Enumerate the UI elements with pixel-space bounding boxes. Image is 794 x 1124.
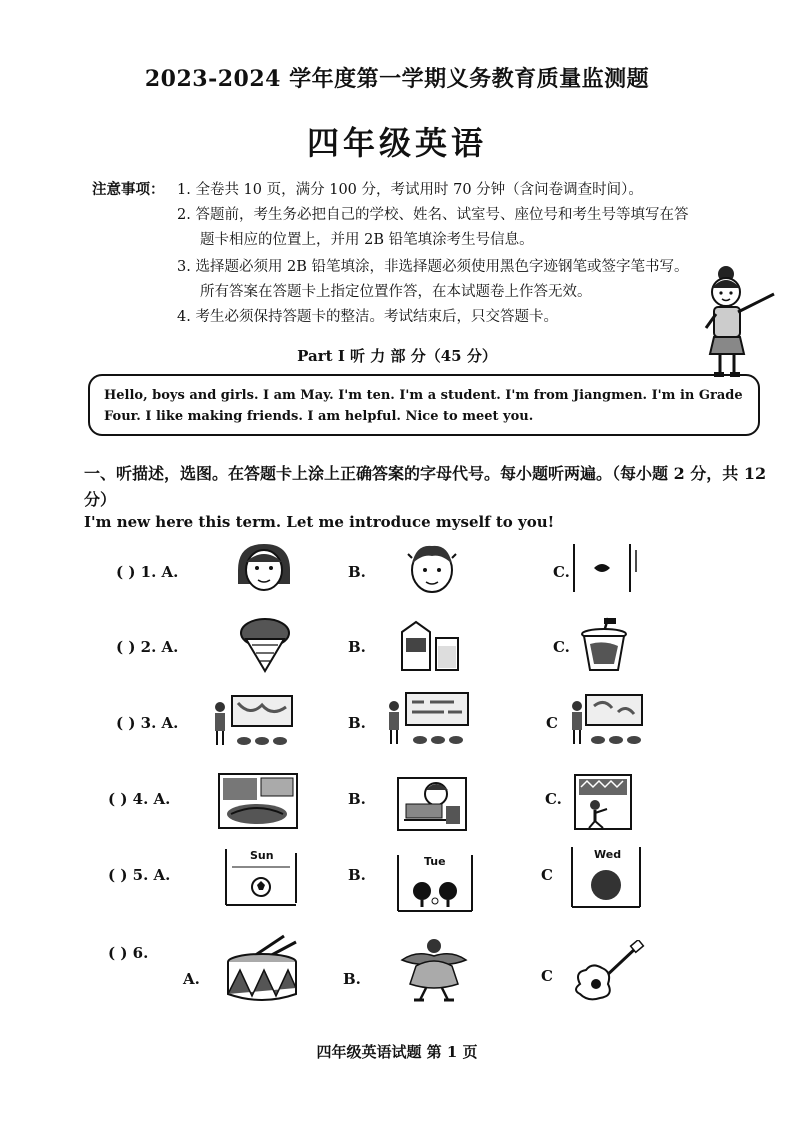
exam-subtitle: 四年级英语 — [306, 124, 487, 162]
q5-option-c-label: C — [541, 866, 553, 884]
page-footer: 四年级英语试题 第 1 页 — [316, 1043, 478, 1061]
q4-option-b-label: B. — [348, 790, 366, 808]
note-line-2: 2. 答题前，考生务必把自己的学校、姓名、试室号、座位号和考生号等填写在答 — [177, 207, 689, 223]
classroom-teacher-left-icon — [210, 693, 296, 749]
ice-cream-cone-icon — [236, 617, 294, 673]
tuesday-pingpong-card-icon — [396, 853, 474, 913]
eye-card-icon — [570, 542, 640, 594]
girl-face-long-hair-icon — [230, 540, 298, 596]
q3-option-b-label: B. — [348, 714, 366, 732]
note-line-1: 1. 全卷共 10 页，满分 100 分，考试用时 70 分钟（含问卷调查时间）。 — [177, 182, 643, 198]
q5-day-sun: Sun — [250, 849, 274, 862]
question-6-label: ( ) 6. — [108, 944, 149, 962]
question-5-label: ( ) 5. A. — [108, 866, 171, 884]
note-line-5: 所有答案在答题卡上指定位置作答，在本试题卷上作答无效。 — [200, 284, 592, 300]
classroom-teacher-middle-icon — [384, 690, 472, 748]
q6-option-b-label: B. — [343, 970, 361, 988]
guitar-icon — [570, 940, 646, 1002]
notes-label: 注意事项： — [92, 181, 165, 198]
q5-day-tue: Tue — [424, 855, 446, 868]
q5-option-b-label: B. — [348, 866, 366, 884]
wednesday-basketball-card-icon — [570, 845, 642, 909]
dancer-icon — [396, 936, 472, 1004]
question-2-label: ( ) 2. A. — [116, 638, 179, 656]
q2-option-b-label: B. — [348, 638, 366, 656]
sunday-football-card-icon — [224, 847, 298, 907]
q6-option-a-label: A. — [183, 970, 200, 988]
classroom-teacher-right-icon — [568, 692, 644, 748]
cooking-scene-icon — [217, 772, 299, 830]
girl-face-short-hair-icon — [398, 540, 466, 596]
question-3-label: ( ) 3. A. — [116, 714, 179, 732]
q5-day-wed: Wed — [594, 848, 622, 861]
part-1-title: Part I 听 力 部 分（45 分） — [297, 347, 497, 365]
milk-and-glass-icon — [398, 620, 464, 672]
question-1-label: ( ) 1. A. — [116, 563, 179, 581]
juice-cup-icon — [578, 616, 630, 674]
q4-option-c-label: C. — [545, 790, 562, 808]
speech-box: Hello, boys and girls. I am May. I'm ten. I'm a student. I'm from Jiangmen. I'm in Grade Four. I like making friends. I am helpful. Nice to meet you. — [88, 374, 760, 436]
question-4-label: ( ) 4. A. — [108, 790, 171, 808]
exam-title: 2023-2024 学年度第一学期义务教育质量监测题 — [144, 66, 650, 92]
playground-scene-icon — [573, 773, 633, 831]
note-line-3: 题卡相应的位置上，并用 2B 铅笔填涂考生号信息。 — [200, 232, 534, 248]
q2-option-c-label: C. — [553, 638, 570, 656]
q3-option-c-label: C — [546, 714, 558, 732]
q1-option-b-label: B. — [348, 563, 366, 581]
section-1-title: 一、听描述，选图。在答题卡上涂上正确答案的字母代号。每小题听两遍。（每小题 2 分，共 12 分） — [84, 464, 767, 509]
drum-icon — [224, 932, 300, 1004]
reading-scene-icon — [396, 776, 468, 832]
q6-option-c-label: C — [541, 967, 553, 985]
note-line-6: 4. 考生必须保持答题卡的整洁。考试结束后，只交答题卡。 — [177, 309, 558, 325]
q1-option-c-label: C. — [553, 563, 570, 581]
note-line-4: 3. 选择题必须用 2B 铅笔填涂，非选择题必须使用黑色字迹钢笔或签字笔书写。 — [177, 259, 689, 275]
section-1-intro: I'm new here this term. Let me introduce myself to you! — [84, 513, 555, 531]
